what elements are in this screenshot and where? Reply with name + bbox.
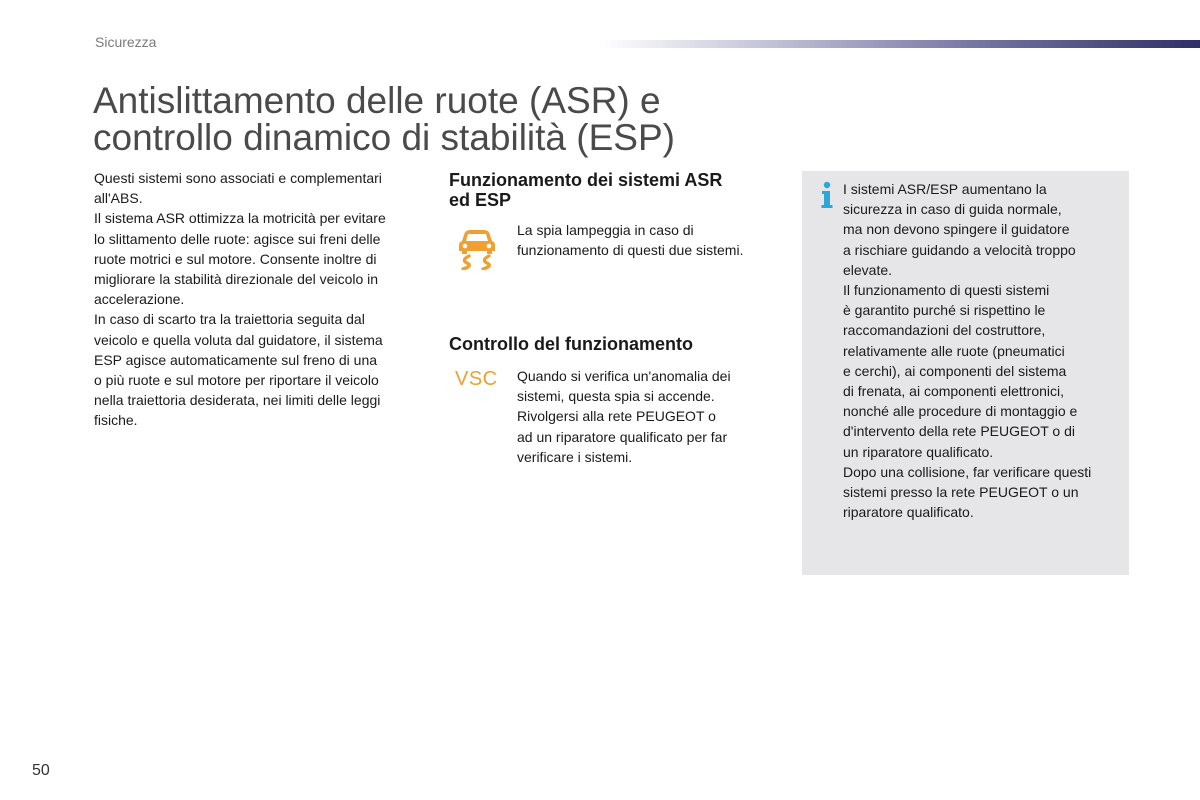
info-box <box>802 171 1129 575</box>
intro-line: nella traiettoria desiderata, nei limiti delle leggi <box>94 392 381 409</box>
description-line: Rivolgersi alla rete PEUGEOT o <box>517 408 716 425</box>
info-line: d'intervento della rete PEUGEOT o di <box>843 423 1075 440</box>
info-line: sicurezza in caso di guida normale, <box>843 201 1062 218</box>
page-title-line-1: Antislittamento delle ruote (ASR) e <box>93 80 661 121</box>
intro-column <box>94 168 420 431</box>
intro-line: migliorare la stabilità direzionale del veicolo in <box>94 271 379 288</box>
info-line: riparatore qualificato. <box>843 504 974 521</box>
description-line: La spia lampeggia in caso di <box>517 222 694 238</box>
description-line: ad un riparatore qualificato per far <box>517 428 728 445</box>
vsc-warning-icon: VSC <box>455 368 498 390</box>
info-line: ma non devono spingere il guidatore <box>843 221 1070 238</box>
description-line: funzionamento di questi due sistemi. <box>517 242 744 259</box>
info-line: di frenata, ai componenti elettronici, <box>843 383 1065 400</box>
check-heading: Controllo del funzionamento <box>449 334 693 354</box>
operation-column <box>449 170 779 476</box>
intro-line: Questi sistemi sono associati e complementari <box>94 170 382 186</box>
intro-line: ruote motrici e sul motore. Consente inoltre di <box>94 250 377 267</box>
info-line: Dopo una collisione, far verificare questi <box>843 463 1092 480</box>
asr-indicator-row <box>449 220 779 280</box>
intro-line: lo slittamento delle ruote: agisce sui freni delle <box>94 230 381 247</box>
info-text <box>843 179 1121 522</box>
operation-heading-line-2: ed ESP <box>449 190 512 210</box>
description-line: verificare i sistemi. <box>517 448 633 465</box>
intro-line: fisiche. <box>94 412 138 429</box>
vsc-indicator-description <box>517 366 779 467</box>
info-line: è garantito purché si rispettino le <box>843 302 1046 319</box>
info-line: I sistemi ASR/ESP aumentano la <box>843 181 1047 197</box>
asr-indicator-description <box>517 220 779 260</box>
vsc-indicator-row <box>449 366 779 476</box>
intro-line: ESP agisce automaticamente sul freno di una <box>94 351 378 368</box>
info-line: e cerchi), ai componenti del sistema <box>843 362 1067 379</box>
info-icon <box>819 181 835 209</box>
intro-line: Il sistema ASR ottimizza la motricità per evitare <box>94 210 386 227</box>
description-line: sistemi, questa spia si accende. <box>517 388 715 405</box>
page-title-line-2: controllo dinamico di stabilità (ESP) <box>93 117 675 158</box>
operation-heading <box>449 170 779 210</box>
intro-line: o più ruote e sul motore per riportare il veicolo <box>94 372 379 389</box>
intro-line: veicolo e quella voluta dal guidatore, il sistema <box>94 331 383 348</box>
description-line: Quando si verifica un'anomalia dei <box>517 368 731 384</box>
header-gradient-bar <box>600 40 1200 48</box>
info-line: elevate. <box>843 261 893 278</box>
skid-warning-icon <box>451 226 503 270</box>
info-line: sistemi presso la rete PEUGEOT o un <box>843 484 1079 501</box>
intro-line: all'ABS. <box>94 190 143 207</box>
page-number: 50 <box>32 762 50 779</box>
section-label: Sicurezza <box>95 34 157 50</box>
info-line: Il funzionamento di questi sistemi <box>843 282 1050 299</box>
info-line: raccomandazioni del costruttore, <box>843 322 1046 339</box>
info-line: un riparatore qualificato. <box>843 443 994 460</box>
info-line: nonché alle procedure di montaggio e <box>843 403 1078 420</box>
intro-line: accelerazione. <box>94 291 185 308</box>
page-title <box>93 82 773 156</box>
info-line: a rischiare guidando a velocità troppo <box>843 241 1076 258</box>
intro-line: In caso di scarto tra la traiettoria seguita dal <box>94 311 365 328</box>
operation-heading-line-1: Funzionamento dei sistemi ASR <box>449 170 723 190</box>
info-line: relativamente alle ruote (pneumatici <box>843 342 1065 359</box>
